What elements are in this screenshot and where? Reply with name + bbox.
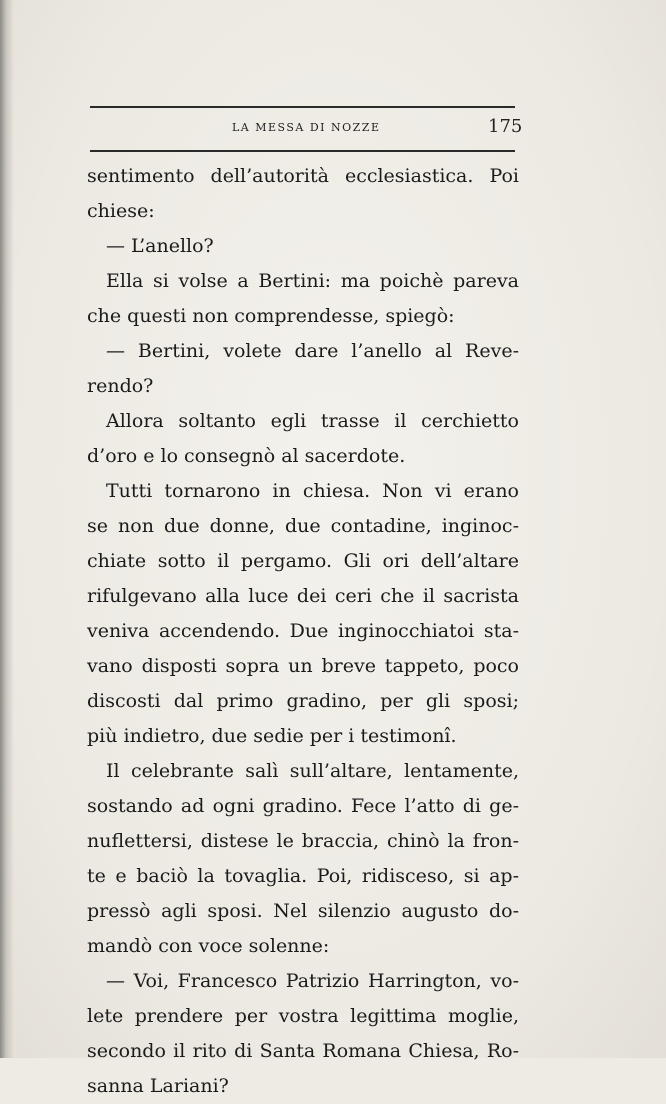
text-line: nuflettersi, distese le braccia, chinò la fron- <box>87 830 519 852</box>
text-line: chiese: <box>87 200 155 222</box>
text-line: chiate sotto il pergamo. Gli ori dell’altare <box>87 550 519 572</box>
text-line: rifulgevano alla luce dei ceri che il sacrista <box>87 585 519 607</box>
text-line: d’oro e lo consegnò al sacerdote. <box>87 445 406 467</box>
text-line: Il celebrante salì sull’altare, lentamente, <box>106 760 519 782</box>
text-line: secondo il rito di Santa Romana Chiesa, Ro- <box>87 1040 519 1062</box>
header-rule-bottom <box>90 150 515 152</box>
text-line: discosti dal primo gradino, per gli sposi; <box>87 690 519 712</box>
text-line: che questi non comprendesse, spiegò: <box>87 305 455 327</box>
text-line: Ella si volse a Bertini: ma poichè pareva <box>106 270 519 292</box>
text-line: — Voi, Francesco Patrizio Harrington, vo- <box>106 970 519 992</box>
text-line: pressò agli sposi. Nel silenzio augusto do- <box>87 900 519 922</box>
text-line: Tutti tornarono in chiesa. Non vi erano <box>106 480 519 502</box>
page-number: 175 <box>488 116 523 137</box>
body-text <box>87 159 519 1104</box>
text-line: vano disposti sopra un breve tappeto, poco <box>87 655 519 677</box>
text-line: se non due donne, due contadine, inginoc- <box>87 515 519 537</box>
text-line: sanna Lariani? <box>87 1075 229 1097</box>
text-line: — L’anello? <box>106 235 214 257</box>
header-rule-top <box>90 106 515 108</box>
text-line: lete prendere per vostra legittima moglie, <box>87 1005 519 1027</box>
text-line: più indietro, due sedie per i testimonî. <box>87 725 457 747</box>
running-title: LA MESSA DI NOZZE <box>232 121 381 134</box>
text-line: te e baciò la tovaglia. Poi, ridisceso, si ap- <box>87 865 519 887</box>
text-line: Allora soltanto egli trasse il cerchietto <box>106 410 519 432</box>
text-line: veniva accendendo. Due inginocchiatoi sta- <box>87 620 519 642</box>
text-line: sentimento dell’autorità ecclesiastica. Poi <box>87 165 519 187</box>
binding-shadow <box>0 0 14 1058</box>
text-line: mandò con voce solenne: <box>87 935 330 957</box>
text-line: rendo? <box>87 375 154 397</box>
text-line: sostando ad ogni gradino. Fece l’atto di ge- <box>87 795 519 817</box>
text-line: — Bertini, volete dare l’anello al Reve- <box>106 340 519 362</box>
